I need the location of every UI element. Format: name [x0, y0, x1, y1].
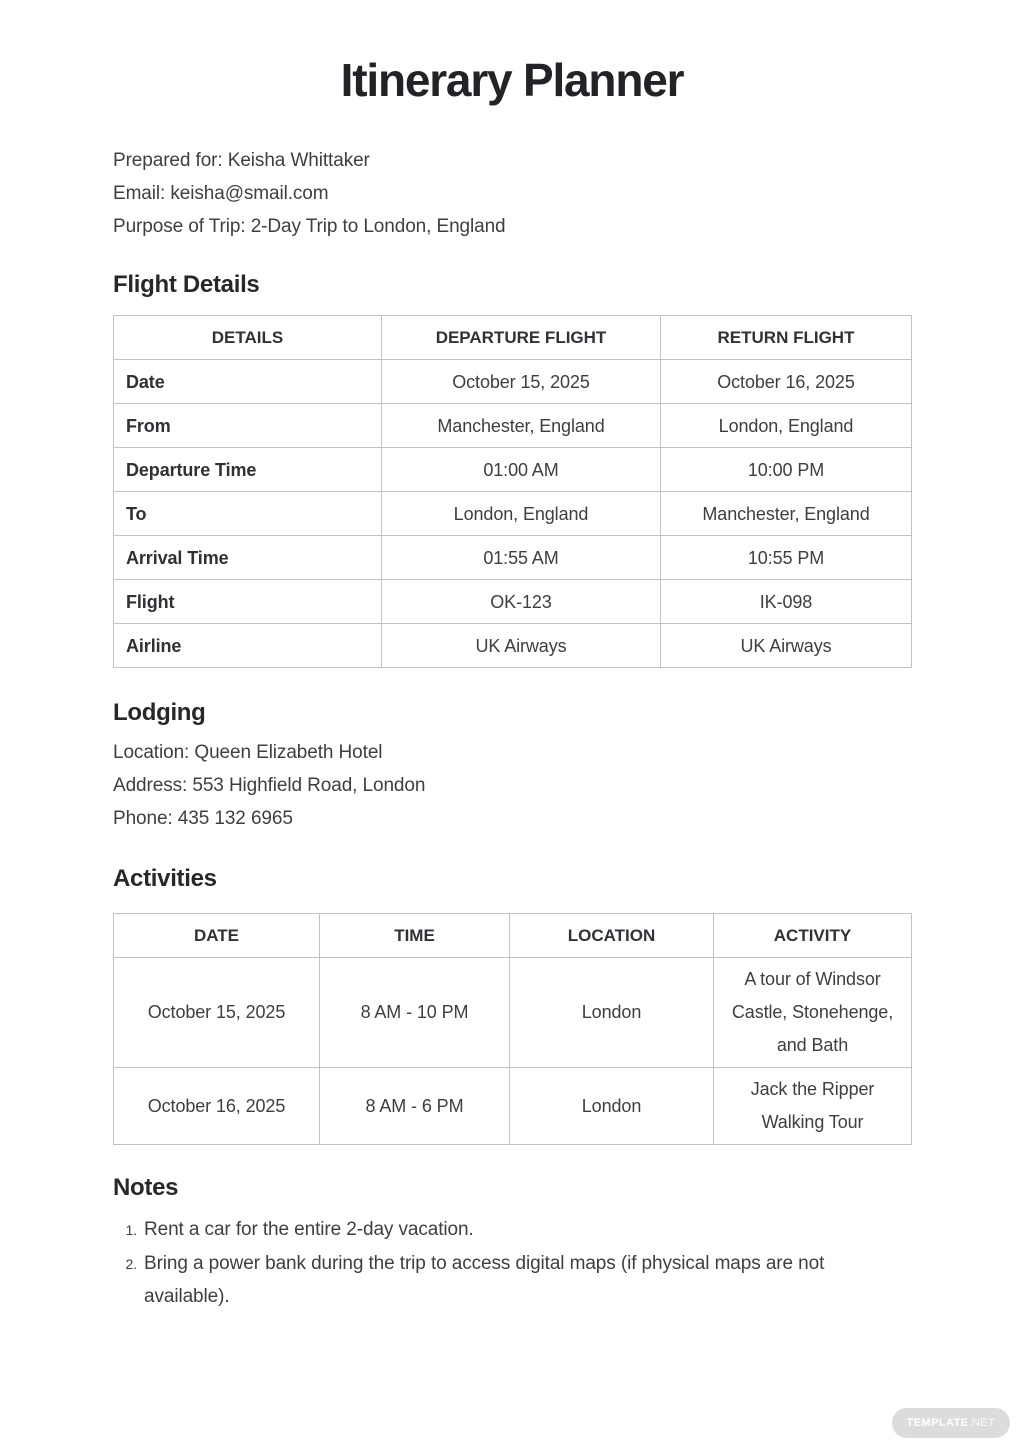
lodging-block: [113, 736, 911, 835]
watermark-brand-text: TEMPLATE: [906, 1417, 969, 1429]
flight-return-value: 10:00 PM: [661, 448, 912, 492]
activity-description: Jack the Ripper Walking Tour: [714, 1068, 912, 1145]
flight-col-departure: DEPARTURE FLIGHT: [382, 316, 661, 360]
flight-departure-value: London, England: [382, 492, 661, 536]
list-item: [113, 1247, 911, 1313]
table-row: [114, 958, 912, 1068]
table-row: [114, 448, 912, 492]
activity-time: 8 AM - 10 PM: [320, 958, 510, 1068]
email-line: Email: keisha@smail.com: [113, 183, 329, 204]
flight-return-value: 10:55 PM: [661, 536, 912, 580]
flight-departure-value: 01:00 AM: [382, 448, 661, 492]
flight-table-header-row: [114, 316, 912, 360]
lodging-location-line: Location: Queen Elizabeth Hotel: [113, 742, 383, 763]
note-text: Rent a car for the entire 2-day vacation.: [144, 1219, 474, 1240]
table-row: [114, 536, 912, 580]
note-text: Bring a power bank during the trip to access digital maps (if physical maps are not available).: [144, 1253, 825, 1307]
flight-row-label: From: [114, 404, 382, 448]
activity-date: October 16, 2025: [114, 1068, 320, 1145]
flight-departure-value: 01:55 AM: [382, 536, 661, 580]
template-net-watermark-badge[interactable]: [892, 1408, 1010, 1438]
table-row: [114, 624, 912, 668]
table-row: [114, 404, 912, 448]
activity-location: London: [510, 958, 714, 1068]
flight-return-value: UK Airways: [661, 624, 912, 668]
table-row: [114, 1068, 912, 1145]
flight-row-label: Airline: [114, 624, 382, 668]
activities-col-time: TIME: [320, 914, 510, 958]
table-row: [114, 360, 912, 404]
notes-list: [113, 1213, 911, 1313]
flight-row-label: Arrival Time: [114, 536, 382, 580]
activity-location: London: [510, 1068, 714, 1145]
activities-table-header-row: [114, 914, 912, 958]
flight-row-label: To: [114, 492, 382, 536]
activity-date: October 15, 2025: [114, 958, 320, 1068]
lodging-heading: Lodging: [113, 699, 206, 726]
activities-col-activity: ACTIVITY: [714, 914, 912, 958]
note-number: 1.: [125, 1222, 137, 1238]
prepared-for-line: Prepared for: Keisha Whittaker: [113, 150, 370, 171]
flight-return-value: IK-098: [661, 580, 912, 624]
flight-return-value: Manchester, England: [661, 492, 912, 536]
activities-col-date: DATE: [114, 914, 320, 958]
activity-time: 8 AM - 6 PM: [320, 1068, 510, 1145]
lodging-address-line: Address: 553 Highfield Road, London: [113, 775, 426, 796]
lodging-phone-line: Phone: 435 132 6965: [113, 808, 293, 829]
flight-row-label: Date: [114, 360, 382, 404]
flight-departure-value: OK-123: [382, 580, 661, 624]
intro-block: [113, 144, 911, 243]
flight-details-table: [113, 315, 912, 668]
purpose-line: Purpose of Trip: 2-Day Trip to London, England: [113, 216, 506, 237]
note-number: 2.: [125, 1256, 137, 1272]
page-title: Itinerary Planner: [340, 54, 684, 106]
table-row: [114, 492, 912, 536]
activities-col-location: LOCATION: [510, 914, 714, 958]
flight-col-return: RETURN FLIGHT: [661, 316, 912, 360]
list-item: [113, 1213, 911, 1247]
table-row: [114, 580, 912, 624]
flight-return-value: October 16, 2025: [661, 360, 912, 404]
flight-departure-value: October 15, 2025: [382, 360, 661, 404]
flight-details-heading: Flight Details: [113, 271, 260, 298]
flight-departure-value: Manchester, England: [382, 404, 661, 448]
activity-description: A tour of Windsor Castle, Stonehenge, and Bath: [714, 958, 912, 1068]
flight-row-label: Flight: [114, 580, 382, 624]
activities-table: [113, 913, 912, 1145]
activities-heading: Activities: [113, 865, 217, 892]
flight-col-details: DETAILS: [114, 316, 382, 360]
flight-return-value: London, England: [661, 404, 912, 448]
flight-departure-value: UK Airways: [382, 624, 661, 668]
watermark-suffix-text: .NET: [968, 1417, 995, 1429]
notes-heading: Notes: [113, 1174, 179, 1201]
flight-row-label: Departure Time: [114, 448, 382, 492]
